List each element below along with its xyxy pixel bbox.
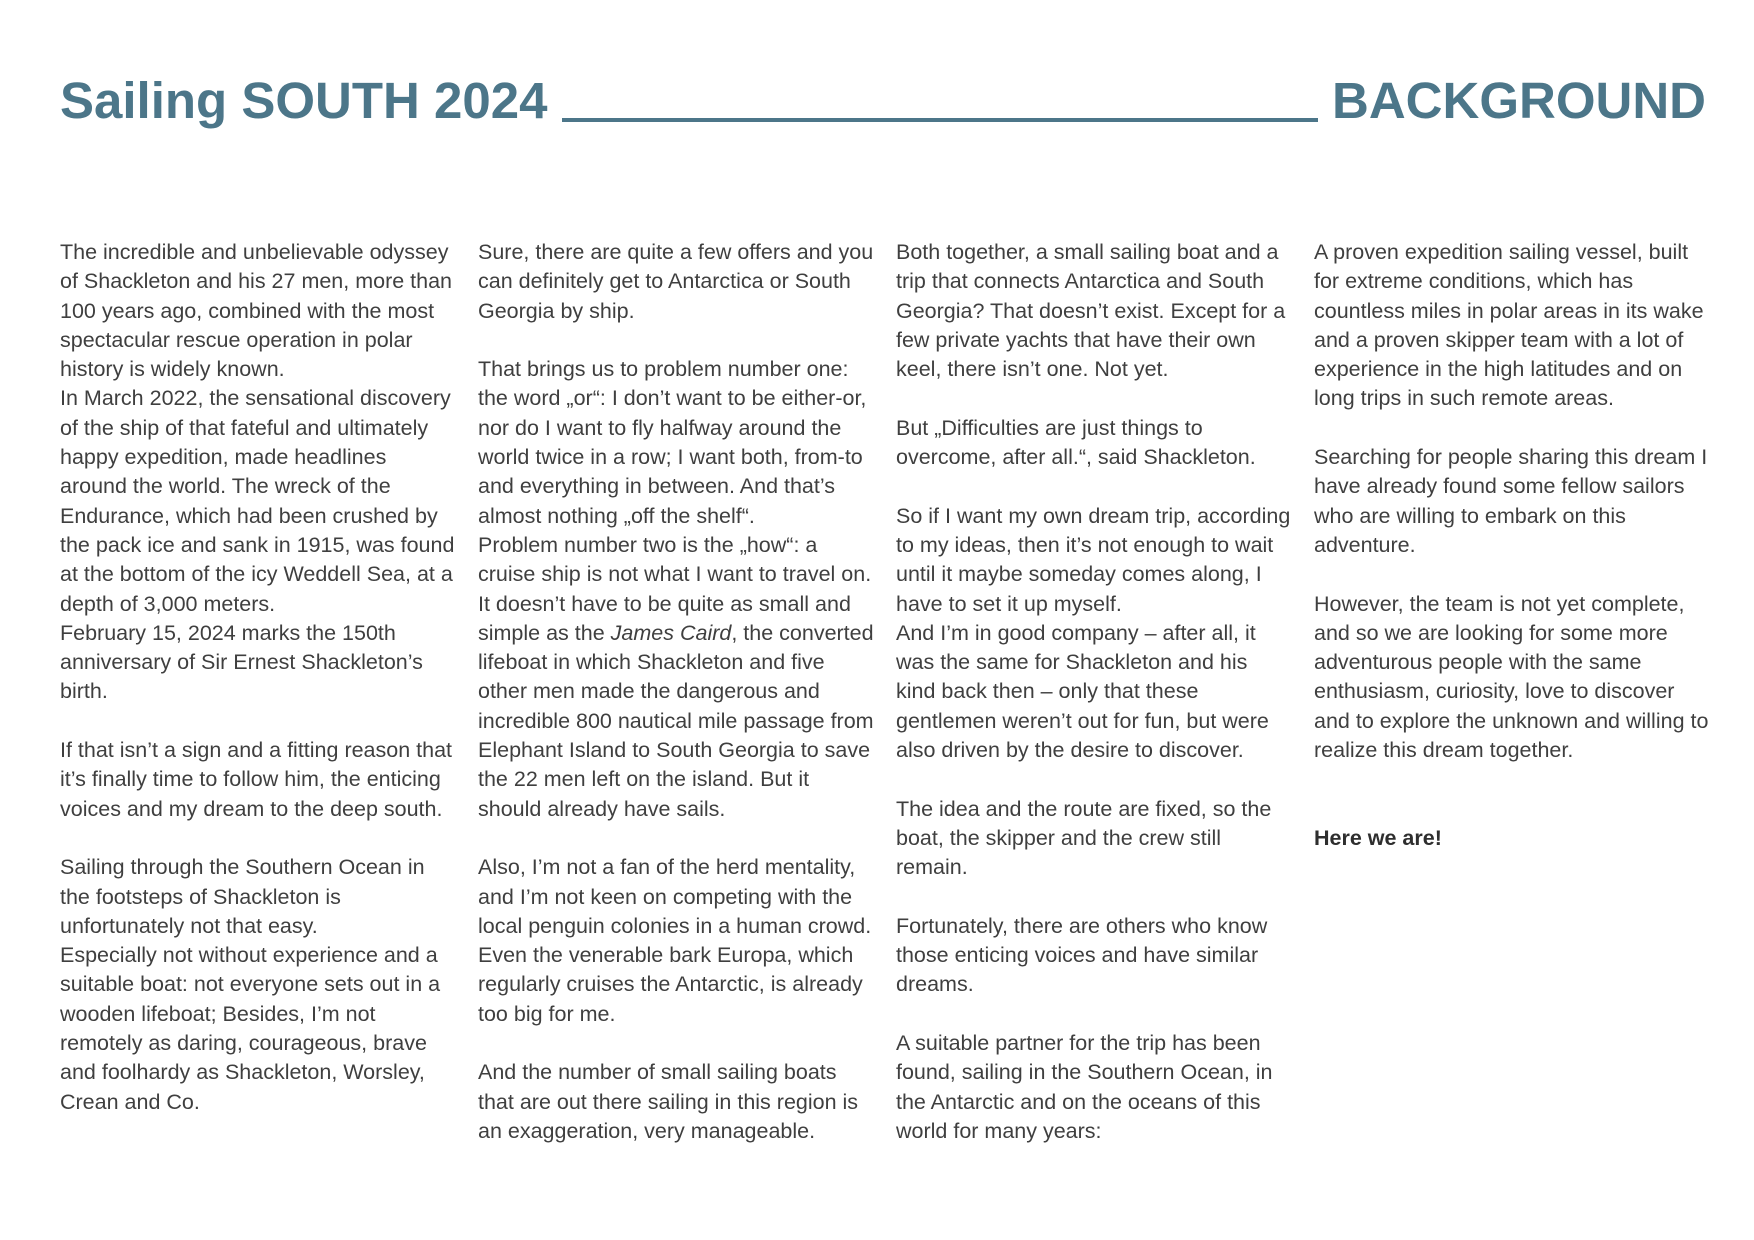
- boat-name-italic: James Caird: [610, 620, 732, 645]
- paragraph: If that isn’t a sign and a fitting reason that it’s finally time to follow him, the enticing voices and my dream to the deep south.: [60, 738, 453, 821]
- paragraph: And the number of small sailing boats that are out there sailing in this region is an exaggeration, very manageable.: [478, 1060, 859, 1143]
- paragraph: [478, 531, 874, 824]
- spacer: [1314, 795, 1710, 824]
- text-column-4: [1314, 238, 1710, 853]
- paragraph: That brings us to problem number one: the word „or“: I don’t want to be either-or, nor do I want to fly halfway around the world twice in a row; I want both, from-to and everything in between. And that’s almost nothing „off the shelf“.: [478, 357, 867, 528]
- paragraph: So if I want my own dream trip, according to my ideas, then it’s not enough to wait until it maybe someday comes along, I have to set it up myself.: [896, 503, 1291, 616]
- text-column-1: [60, 238, 456, 1117]
- paragraph: Sailing through the Southern Ocean in the footsteps of Shackleton is unfortunately not that easy.: [60, 855, 425, 938]
- paragraph: The incredible and unbelievable odyssey of Shackleton and his 27 men, more than 100 years ago, combined with the most spectacular rescue operation in polar history is widely known.: [60, 240, 453, 382]
- paragraph-text: Problem number two is the „how“: a cruise ship is not what I want to travel on. It doesn’t have to be quite as small and simple as the: [478, 532, 872, 645]
- paragraph: A suitable partner for the trip has been found, sailing in the Southern Ocean, in the Antarctic and on the oceans of this world for many years:: [896, 1031, 1273, 1143]
- paragraph: Sure, there are quite a few offers and you can definitely get to Antarctica or South Georgia by ship.: [478, 240, 874, 323]
- paragraph: And I’m in good company – after all, it was the same for Shackleton and his kind back then – only that these gentlemen weren’t out for fun, but were also driven by the desire to discover.: [896, 620, 1269, 763]
- paragraph: A proven expedition sailing vessel, built for extreme conditions, which has countless miles in polar areas in its wake and a proven skipper team with a lot of experience in the high latitudes and on long trips in such remote areas.: [1314, 240, 1704, 411]
- header-rule: [562, 118, 1319, 122]
- paragraph: Fortunately, there are others who know those enticing voices and have similar dreams.: [896, 913, 1268, 997]
- text-column-2: [478, 238, 874, 1146]
- paragraph: Both together, a small sailing boat and a trip that connects Antarctica and South Georgia? That doesn’t exist. Except for a few private yachts that have their own keel, there isn’t one. Not yet.: [896, 240, 1286, 382]
- paragraph: In March 2022, the sensational discovery of the ship of that fateful and ultimately happy expedition, made headlines around the world. The wreck of the Endurance, which had been crushed by the pack ice and sank in 1915, was found at the bottom of the icy Weddell Sea, at a depth of 3,000 meters.: [60, 386, 455, 616]
- paragraph-text: , the converted lifeboat in which Shackleton and five other men made the dangerous and incredible 800 nautical mile passage from Elephant Island to South Georgia to save the 22 men left on the island. But it should already have sails.: [478, 620, 874, 821]
- text-column-3: [896, 238, 1292, 1146]
- paragraph: Especially not without experience and a suitable boat: not everyone sets out in a wooden lifeboat; Besides, I’m not remotely as daring, courageous, brave and foolhardy as Shackleton, Worsley, Crean and Co.: [60, 943, 441, 1114]
- page-header: [60, 64, 1706, 129]
- paragraph: Also, I’m not a fan of the herd mentality, and I’m not keen on competing with the local penguin colonies in a human crowd. Even the venerable bark Europa, which regularly cruises the Antarctic, is already too big for me.: [478, 855, 872, 1026]
- paragraph: February 15, 2024 marks the 150th anniversary of Sir Ernest Shackleton’s birth.: [60, 620, 423, 704]
- closing-line: Here we are!: [1314, 825, 1442, 850]
- page-title: Sailing SOUTH 2024: [60, 72, 548, 129]
- paragraph: But „Difficulties are just things to overcome, after all.“, said Shackleton.: [896, 415, 1256, 470]
- paragraph: The idea and the route are fixed, so the boat, the skipper and the crew still remain.: [896, 796, 1272, 880]
- paragraph: Searching for people sharing this dream I have already found some fellow sailors who are willing to embark on this adventure.: [1314, 445, 1708, 557]
- paragraph: However, the team is not yet complete, and so we are looking for some more adventurous people with the same enthusiasm, curiosity, love to discover and to explore the unknown and willing to realize this dream together.: [1314, 591, 1709, 763]
- section-title: BACKGROUND: [1332, 72, 1706, 129]
